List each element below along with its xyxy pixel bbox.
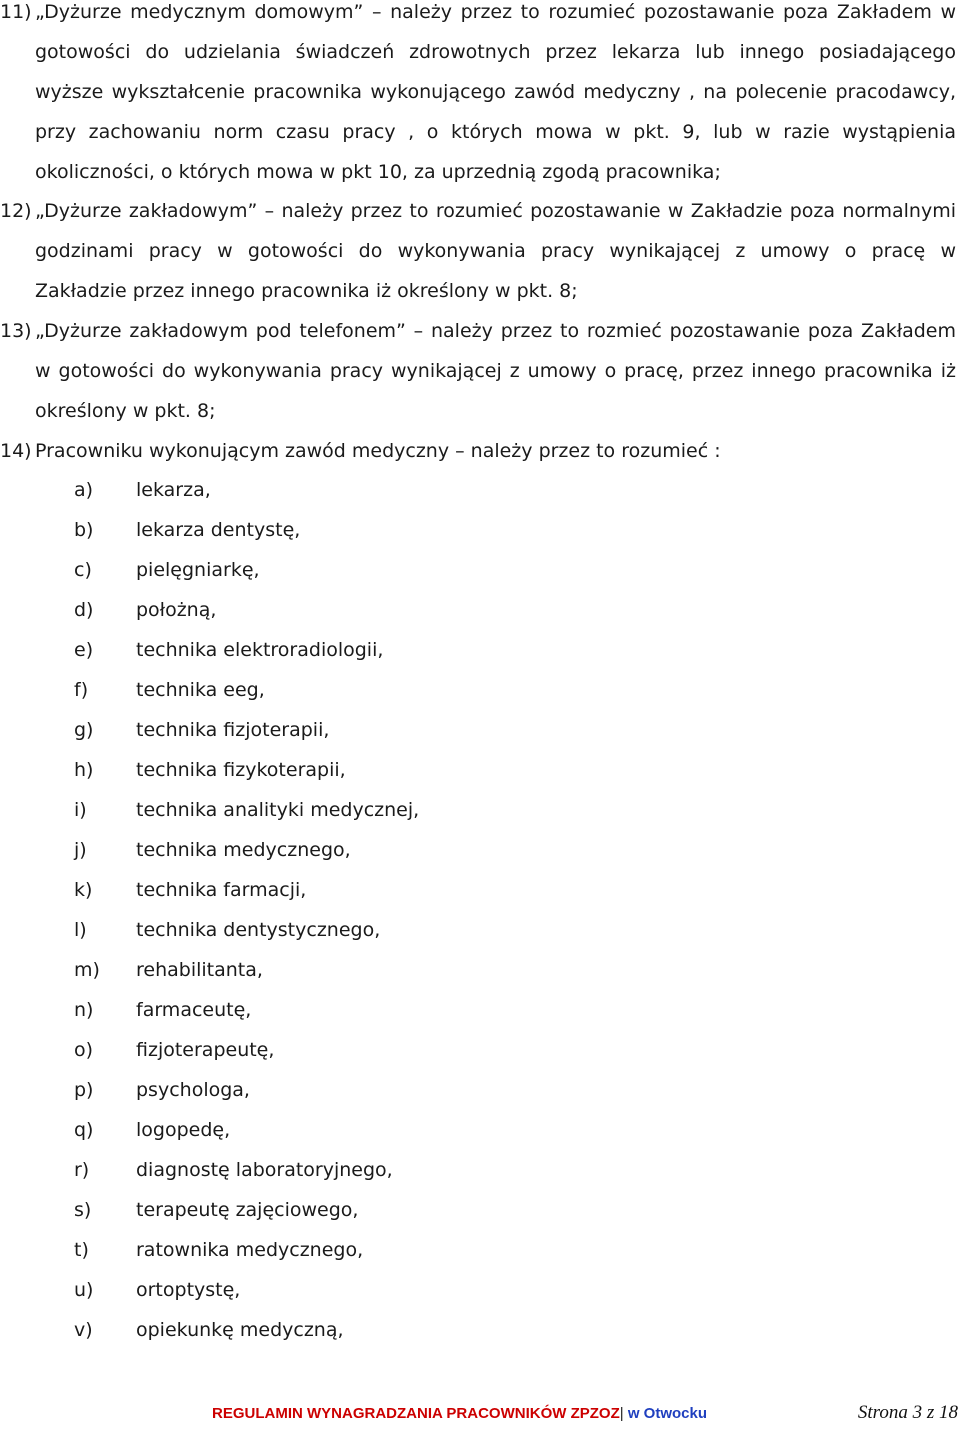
list-item <box>0 470 960 510</box>
list-item <box>0 790 960 830</box>
list-item-letter: v) <box>74 1319 93 1341</box>
list-item <box>0 1030 960 1070</box>
list-item-letter: t) <box>74 1239 89 1261</box>
paragraph-line: okoliczności, o których mowa w pkt 10, za uprzednią zgodą pracownika; <box>35 161 721 183</box>
footer-separator: | <box>619 1405 624 1422</box>
list-item <box>0 910 960 950</box>
list-item-letter: i) <box>74 799 87 821</box>
paragraph-number: 13) <box>0 320 32 342</box>
list-item-letter: g) <box>74 719 94 741</box>
list-item <box>0 1190 960 1230</box>
list-item-letter: c) <box>74 559 92 581</box>
list-item-text: technika eeg, <box>136 679 265 701</box>
paragraph-line: Pracowniku wykonującym zawód medyczny – należy przez to rozumieć : <box>35 440 721 462</box>
list-item <box>0 750 960 790</box>
list-item-letter: k) <box>74 879 93 901</box>
list-item-text: technika dentystycznego, <box>136 919 381 941</box>
paragraph-line: określony w pkt. 8; <box>35 400 216 422</box>
list-item-text: technika elektroradiologii, <box>136 639 384 661</box>
paragraph-line: gotowości do udzielania świadczeń zdrowotnych przez lekarza lub innego posiadającego <box>35 41 956 63</box>
list-item-letter: d) <box>74 599 94 621</box>
list-item <box>0 1150 960 1190</box>
list-item-letter: n) <box>74 999 94 1021</box>
list-item-text: technika fizjoterapii, <box>136 719 330 741</box>
list-item-letter: a) <box>74 479 94 501</box>
list-item-text: opiekunkę medyczną, <box>136 1319 344 1341</box>
list-item <box>0 670 960 710</box>
list-item <box>0 590 960 630</box>
list-item-text: rehabilitanta, <box>136 959 263 981</box>
footer-title <box>212 1405 707 1422</box>
list-item <box>0 1070 960 1110</box>
list-item-letter: p) <box>74 1079 94 1101</box>
list-item <box>0 1230 960 1270</box>
page-number: Strona 3 z 18 <box>857 1402 958 1423</box>
list-item-letter: r) <box>74 1159 90 1181</box>
paragraph-line: wyższe wykształcenie pracownika wykonującego zawód medyczny , na polecenie pracodawcy, <box>35 81 956 103</box>
list-item <box>0 950 960 990</box>
list-item-text: technika medycznego, <box>136 839 351 861</box>
list-item-text: technika farmacji, <box>136 879 307 901</box>
paragraph-line: „Dyżurze zakładowym pod telefonem” – należy przez to rozmieć pozostawanie poza Zakładem <box>35 320 956 342</box>
paragraph-line: przy zachowaniu norm czasu pracy , o których mowa w pkt. 9, lub w razie wystąpienia <box>35 121 956 143</box>
paragraph-line: „Dyżurze zakładowym” – należy przez to rozumieć pozostawanie w Zakładzie poza normalnymi <box>35 200 956 222</box>
footer-title-text: REGULAMIN WYNAGRADZANIA PRACOWNIKÓW ZPZOZ <box>212 1405 620 1422</box>
list-item-text: położną, <box>136 599 217 621</box>
list-item-text: technika analityki medycznej, <box>136 799 420 821</box>
list-item-text: psychologa, <box>136 1079 250 1101</box>
list-item <box>0 870 960 910</box>
list-item <box>0 710 960 750</box>
list-item-letter: q) <box>74 1119 94 1141</box>
list-item <box>0 510 960 550</box>
paragraph-line: w gotowości do wykonywania pracy wynikającej z umowy o pracę, przez innego pracownika iż <box>35 360 956 382</box>
list-item-letter: b) <box>74 519 94 541</box>
list-item-letter: o) <box>74 1039 94 1061</box>
list-item-text: technika fizykoterapii, <box>136 759 346 781</box>
list-item <box>0 990 960 1030</box>
list-item-letter: l) <box>74 919 87 941</box>
list-item <box>0 1310 960 1350</box>
list-item-letter: f) <box>74 679 89 701</box>
list-item-text: farmaceutę, <box>136 999 252 1021</box>
list-item-text: lekarza, <box>136 479 211 501</box>
list-item <box>0 550 960 590</box>
list-item-letter: j) <box>74 839 87 861</box>
paragraph-line: Zakładzie przez innego pracownika iż określony w pkt. 8; <box>35 280 578 302</box>
paragraph-number: 14) <box>0 440 32 462</box>
paragraph-line: „Dyżurze medycznym domowym” – należy przez to rozumieć pozostawanie poza Zakładem w <box>35 1 956 23</box>
list-item-text: pielęgniarkę, <box>136 559 260 581</box>
list-item-text: ratownika medycznego, <box>136 1239 364 1261</box>
list-item-letter: e) <box>74 639 94 661</box>
list-item-text: lekarza dentystę, <box>136 519 301 541</box>
footer-city: w Otwocku <box>623 1405 707 1422</box>
list-item-text: ortoptystę, <box>136 1279 241 1301</box>
list-item-text: terapeutę zajęciowego, <box>136 1199 359 1221</box>
list-item-letter: h) <box>74 759 94 781</box>
list-item-text: fizjoterapeutę, <box>136 1039 275 1061</box>
list-item <box>0 830 960 870</box>
paragraph-number: 11) <box>0 1 32 23</box>
list-item-letter: s) <box>74 1199 92 1221</box>
list-item <box>0 630 960 670</box>
list-item-letter: m) <box>74 959 100 981</box>
list-item <box>0 1110 960 1150</box>
list-item-letter: u) <box>74 1279 94 1301</box>
paragraph-number: 12) <box>0 200 32 222</box>
paragraph-line: godzinami pracy w gotowości do wykonywania pracy wynikającej z umowy o pracę w <box>35 240 956 262</box>
list-item <box>0 1270 960 1310</box>
page-footer <box>0 1402 960 1428</box>
list-item-text: logopedę, <box>136 1119 231 1141</box>
list-item-text: diagnostę laboratoryjnego, <box>136 1159 393 1181</box>
